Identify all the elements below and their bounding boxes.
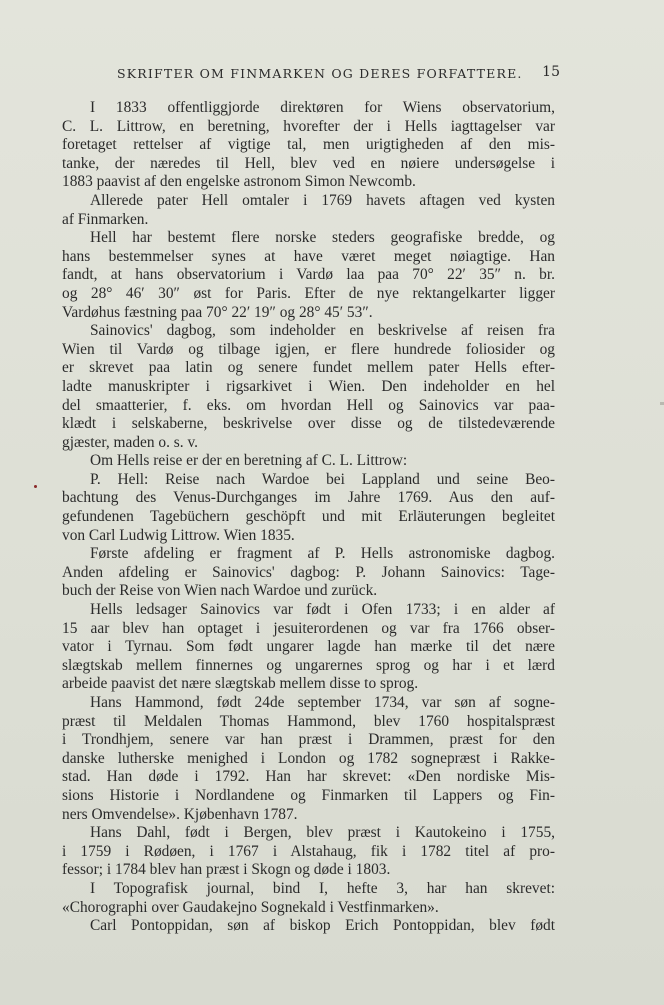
text-line: Hans Hammond, født 24de september 1734, var søn af sogne- <box>90 694 555 711</box>
text-line: Carl Pontoppidan, søn af biskop Erich Pontoppidan, blev født <box>90 917 555 935</box>
text-line: sions Historie i Nordlandene og Finmarken til Lappers og Fin- <box>62 786 555 804</box>
text-line: gefundenen Tagebüchern geschöpft und mit Erläuterungen begleitet <box>62 508 555 526</box>
page-number: 15 <box>542 64 560 80</box>
text-line: Hells ledsager Sainovics var født i Ofen 1733; i en alder af <box>90 601 555 619</box>
text-line: Hell har bestemt flere norske steders geografiske bredde, og <box>90 229 555 247</box>
edge-mark <box>660 402 664 405</box>
text-line: gjæster, maden o. s. v. <box>62 433 199 451</box>
text-line: hans bestemmelser synes at have været meget nøiagtige. Han <box>62 247 555 265</box>
text-line: 15 aar blev han optaget i jesuiterordenen og var fra 1766 obser- <box>62 619 555 637</box>
text-line: foretaget rettelser af vigtige tal, men urigtigheden af den mis- <box>62 136 555 154</box>
running-title: SKRIFTER OM FINMARKEN OG DERES FORFATTERE. <box>117 66 523 81</box>
text-line: C. L. Littrow, en beretning, hvorefter der i Hells iagttagelser var <box>62 117 555 135</box>
text-line: klædt i selskaberne, beskrivelse over disse og de tilstedeværende <box>62 415 555 433</box>
text-line: Om Hells reise er der en beretning af C. L. Littrow: <box>90 452 408 470</box>
text-line: fessor; i 1784 blev han præst i Skogn og døde i 1803. <box>62 861 391 879</box>
text-line: «Chorographi over Gaudakejno Sognekald i Vestfinmarken». <box>62 898 439 916</box>
text-line: Sainovics' dagbog, som indeholder en beskrivelse af reisen fra <box>90 322 555 340</box>
margin-mark <box>34 485 37 488</box>
text-line: vator i Tyrnau. Som født ungarer lagde han mærke til det nære <box>62 638 555 656</box>
text-line: I 1833 offentliggjorde direktøren for Wiens observatorium, <box>90 99 555 116</box>
text-line: og 28° 46′ 30″ øst for Paris. Efter de nye rektangelkarter ligger <box>62 284 555 302</box>
body-text <box>62 99 555 936</box>
text-line: tanke, der næredes til Hell, blev ved en nøiere undersøgelse i <box>62 154 555 172</box>
text-line: danske lutherske menighed i London og 1782 sognepræst i Rakke- <box>62 749 555 767</box>
text-line: slægtskab mellem finnernes og ungarernes sprog og har i et lærd <box>62 656 555 674</box>
text-line: Anden afdeling er Sainovics' dagbog: P. Johann Sainovics: Tage- <box>62 563 555 581</box>
text-line: af Finmarken. <box>62 210 149 228</box>
text-line: er skrevet paa latin og senere fundet mellem pater Hells efter- <box>62 359 555 377</box>
text-line: Vardøhus fæstning paa 70° 22′ 19″ og 28° 45′ 53″. <box>62 303 373 321</box>
text-line: præst til Meldalen Thomas Hammond, blev 1760 hospitalspræst <box>62 712 555 730</box>
text-line: arbeide paavist det nære slægtskab mellem disse to sprog. <box>62 675 419 693</box>
text-line: i 1759 i Rødøen, i 1767 i Alstahaug, fik i 1782 titel af pro- <box>62 842 555 860</box>
text-line: Wien til Vardø og tilbage igjen, er flere hundrede foliosider og <box>62 340 555 358</box>
text-line: stad. Han døde i 1792. Han har skrevet: «Den nordiske Mis- <box>62 768 555 786</box>
text-line: P. Hell: Reise nach Wardoe bei Lappland und seine Beo- <box>90 470 555 488</box>
text-line: Første afdeling er fragment af P. Hells astronomiske dagbog. <box>90 545 555 563</box>
text-line: buch der Reise von Wien nach Wardoe und zurück. <box>62 582 378 600</box>
text-line: fandt, at hans observatorium i Vardø laa paa 70° 22′ 35″ n. br. <box>62 266 555 284</box>
text-line: ladte manuskripter i rigsarkivet i Wien. Den indeholder en hel <box>62 377 555 395</box>
text-line: I Topografisk journal, bind I, hefte 3, har han skrevet: <box>90 879 555 897</box>
text-line: Allerede pater Hell omtaler i 1769 havets aftagen ved kysten <box>90 191 555 209</box>
text-line: bachtung des Venus-Durchganges im Jahre 1769. Aus den auf- <box>62 489 555 507</box>
text-line: von Carl Ludwig Littrow. Wien 1835. <box>62 526 295 544</box>
text-line: 1883 paavist af den engelske astronom Simon Newcomb. <box>62 173 416 191</box>
text-line: Hans Dahl, født i Bergen, blev præst i Kautokeino i 1755, <box>90 824 555 842</box>
text-line: i Trondhjem, senere var han præst i Drammen, præst for den <box>62 731 555 749</box>
text-line: del smaatterier, f. eks. om hvordan Hell og Sainovics var paa- <box>62 396 555 414</box>
text-line: ners Omvendelse». Kjøbenhavn 1787. <box>62 805 298 823</box>
